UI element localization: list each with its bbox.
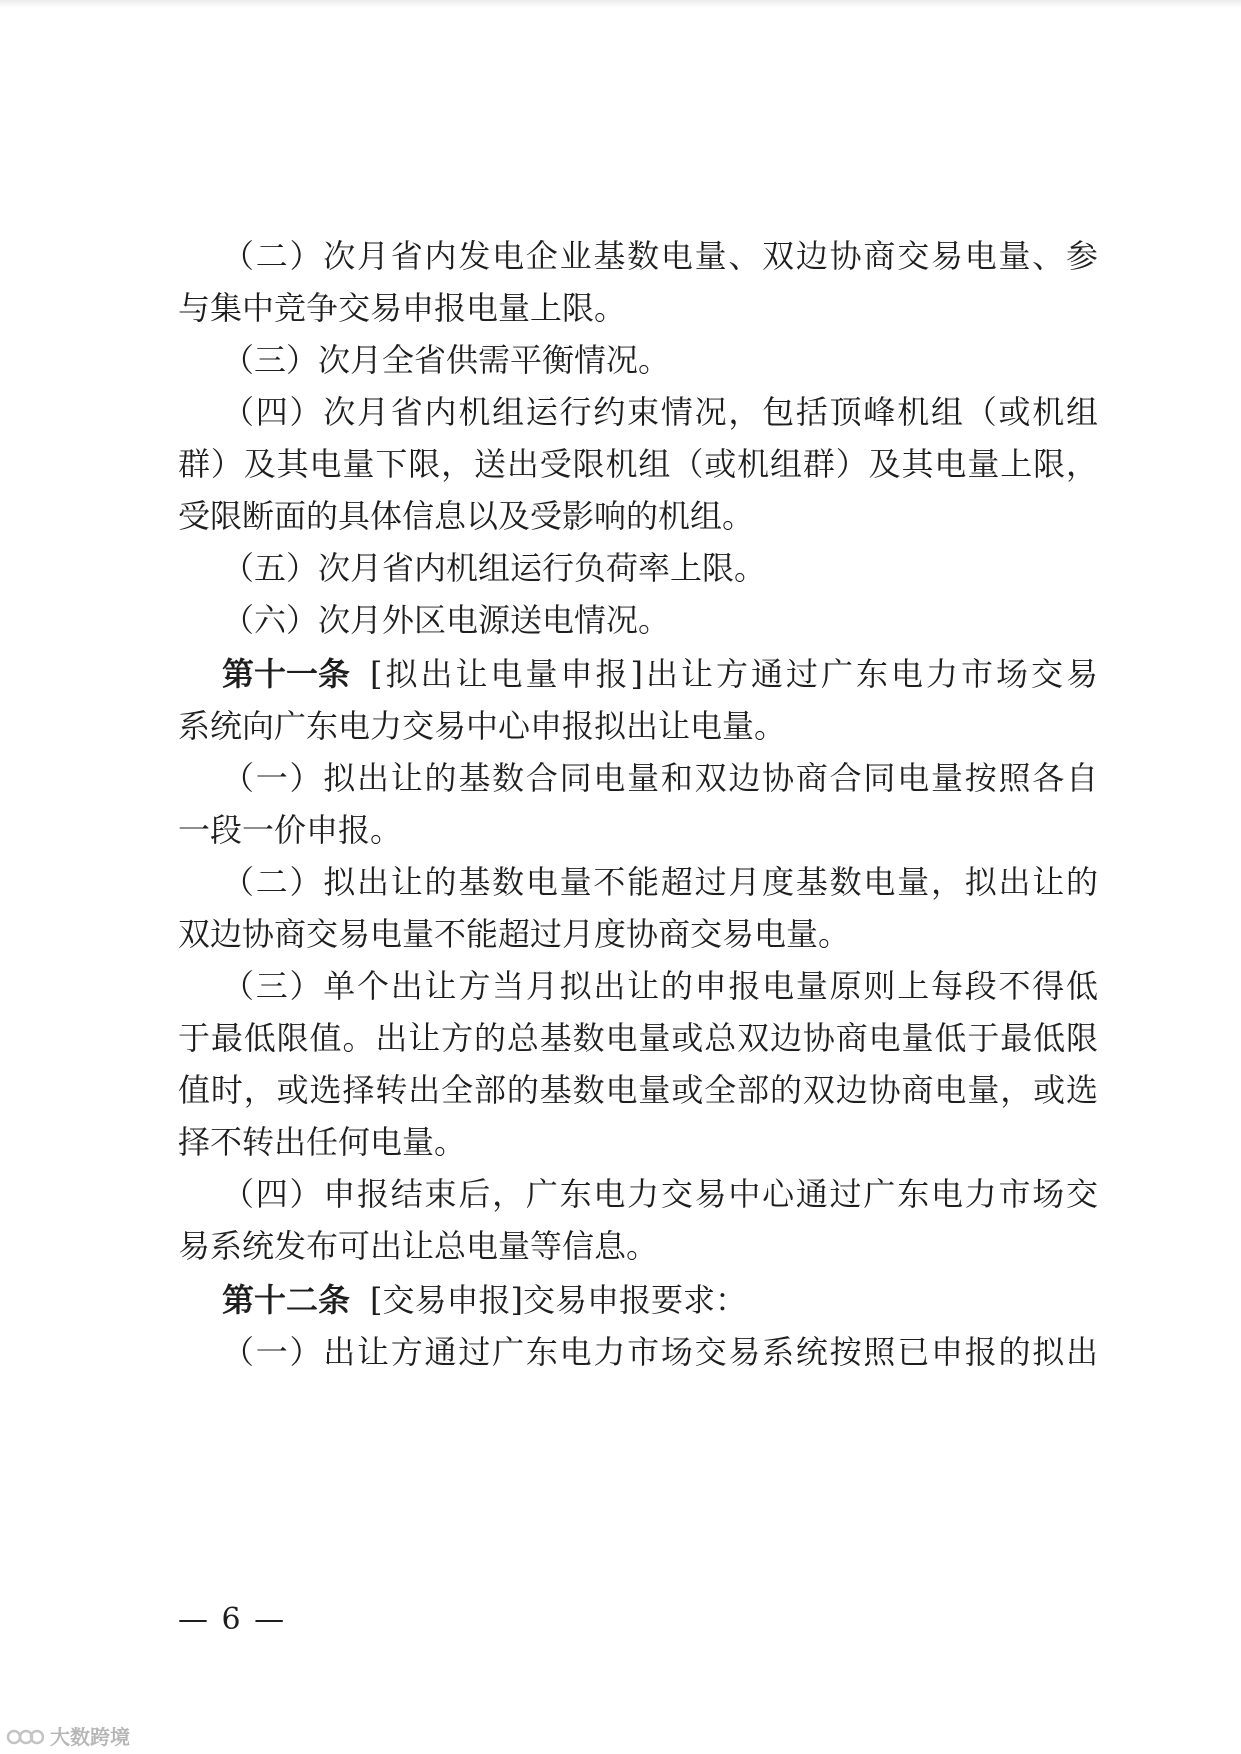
paragraph-line: 受限断面的具体信息以及受影响的机组。 [178, 497, 755, 535]
paragraph-line: 与集中竞争交易申报电量上限。 [178, 289, 627, 327]
paragraph-line: （四）申报结束后，广东电力交易中心通过广东电力市场交 [222, 1175, 1098, 1213]
paragraph-line: （五）次月省内机组运行负荷率上限。 [222, 549, 767, 587]
scan-top-edge [0, 0, 1241, 8]
paragraph-line: 群）及其电量下限，送出受限机组（或机组群）及其电量上限， [178, 445, 1098, 483]
article-heading: 第十二条 [222, 1281, 351, 1319]
watermark [6, 1724, 130, 1750]
paragraph-line: （一）出让方通过广东电力市场交易系统按照已申报的拟出 [222, 1333, 1098, 1371]
article-text: [拟出让电量申报]出让方通过广东电力市场交易 [370, 655, 1098, 693]
article-12-line [222, 1280, 747, 1320]
paragraph-line: （二）拟出让的基数电量不能超过月度基数电量，拟出让的 [222, 863, 1098, 901]
article-11-line [222, 654, 1098, 694]
paragraph-line: （一）拟出让的基数合同电量和双边协商合同电量按照各自 [222, 759, 1098, 797]
paragraph-line: （三）次月全省供需平衡情况。 [222, 341, 671, 379]
watermark-logo-icon [6, 1726, 44, 1748]
paragraph-line: （二）次月省内发电企业基数电量、双边协商交易电量、参 [222, 237, 1098, 275]
paragraph-line: 双边协商交易电量不能超过月度协商交易电量。 [178, 915, 851, 953]
paragraph-line: 于最低限值。出让方的总基数电量或总双边协商电量低于最低限 [178, 1019, 1098, 1057]
watermark-text: 大数跨境 [50, 1725, 130, 1749]
article-heading: 第十一条 [222, 655, 351, 693]
paragraph-line: （四）次月省内机组运行约束情况，包括顶峰机组（或机组 [222, 393, 1098, 431]
paragraph-line: （六）次月外区电源送电情况。 [222, 601, 671, 639]
paragraph-line: 系统向广东电力交易中心申报拟出让电量。 [178, 707, 787, 745]
paragraph-line: 择不转出任何电量。 [178, 1123, 467, 1161]
paragraph-line: 易系统发布可出让总电量等信息。 [178, 1227, 659, 1265]
paragraph-line: 一段一价申报。 [178, 811, 403, 849]
article-text: [交易申报]交易申报要求： [370, 1281, 747, 1319]
page-number: — 6 — [178, 1602, 287, 1637]
paragraph-line: （三）单个出让方当月拟出让的申报电量原则上每段不得低 [222, 967, 1098, 1005]
paragraph-line: 值时，或选择转出全部的基数电量或全部的双边协商电量，或选 [178, 1071, 1098, 1109]
